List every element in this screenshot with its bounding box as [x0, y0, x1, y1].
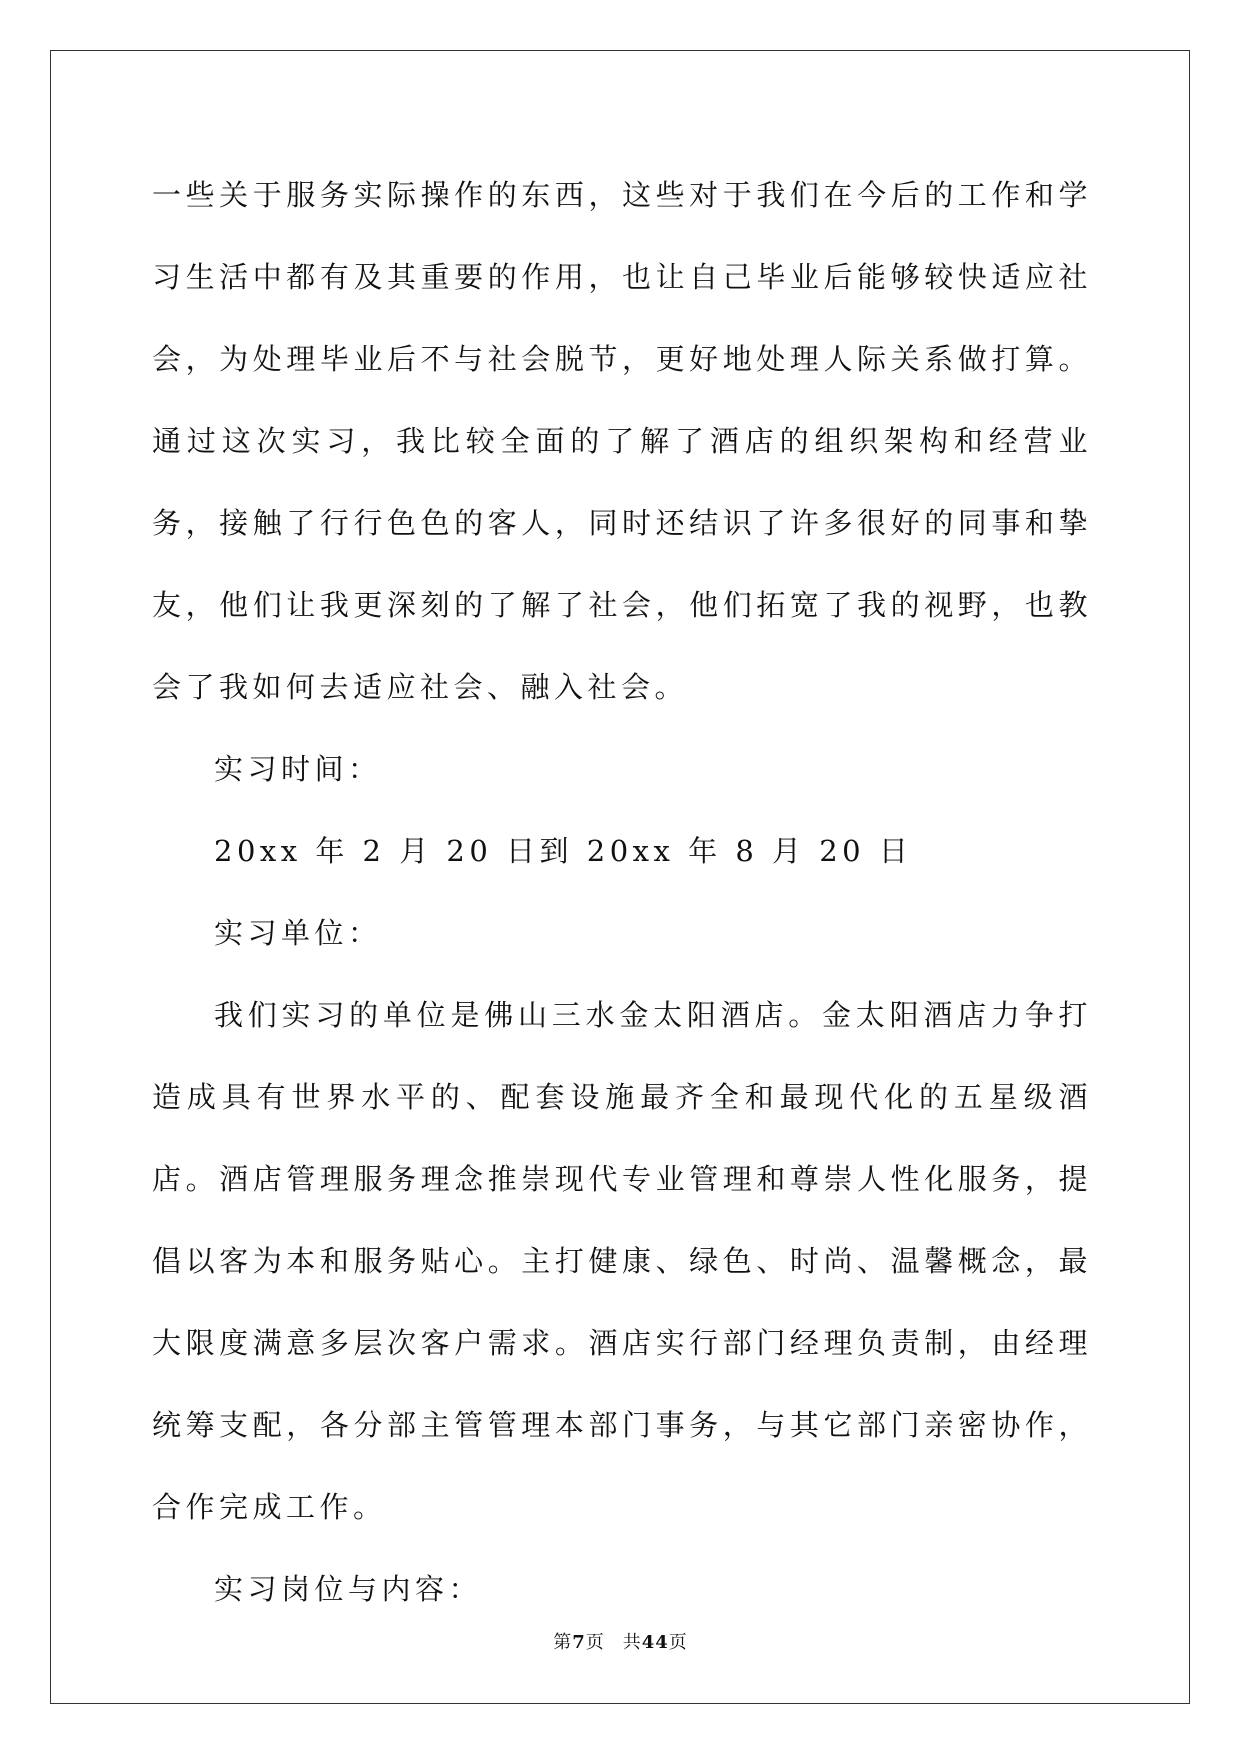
internship-dates: 20xx 年 2 月 20 日到 20xx 年 8 月 20 日: [214, 834, 913, 868]
page-number: 7: [572, 1632, 586, 1653]
total-pages: 44: [641, 1632, 669, 1653]
total-prefix: 共: [622, 1632, 642, 1653]
page-footer: [0, 1628, 1241, 1654]
paragraph-hotel-description: 我们实习的单位是佛山三水金太阳酒店。金太阳酒店力争打造成具有世界水平的、配套设施最齐全和最现代化的五星级酒店。酒店管理服务理念推崇现代专业管理和尊崇人性化服务，提倡以客为本和服务贴心。主打健康、绿色、时尚、温馨概念，最大限度满意多层次客户需求。酒店实行部门经理负责制，由经理统筹支配，各分部主管管理本部门事务，与其它部门亲密协作，合作完成工作。: [152, 998, 1092, 1524]
heading-internship-unit: 实习单位：: [214, 916, 382, 950]
document-body: [152, 154, 1092, 1630]
page-prefix: 第: [553, 1632, 573, 1653]
total-suffix: 页: [668, 1632, 688, 1653]
paragraph-continuation: 一些关于服务实际操作的东西，这些对于我们在今后的工作和学习生活中都有及其重要的作用，也让自己毕业后能够较快适应社会，为处理毕业后不与社会脱节，更好地处理人际关系做打算。通过这次实习，我比较全面的了解了酒店的组织架构和经营业务，接触了行行色色的客人，同时还结识了许多很好的同事和挚友，他们让我更深刻的了解了社会，他们拓宽了我的视野，也教会了我如何去适应社会、融入社会。: [152, 178, 1092, 704]
page-suffix: 页: [585, 1632, 605, 1653]
heading-internship-position: 实习岗位与内容：: [214, 1572, 483, 1606]
heading-internship-time: 实习时间：: [214, 752, 382, 786]
